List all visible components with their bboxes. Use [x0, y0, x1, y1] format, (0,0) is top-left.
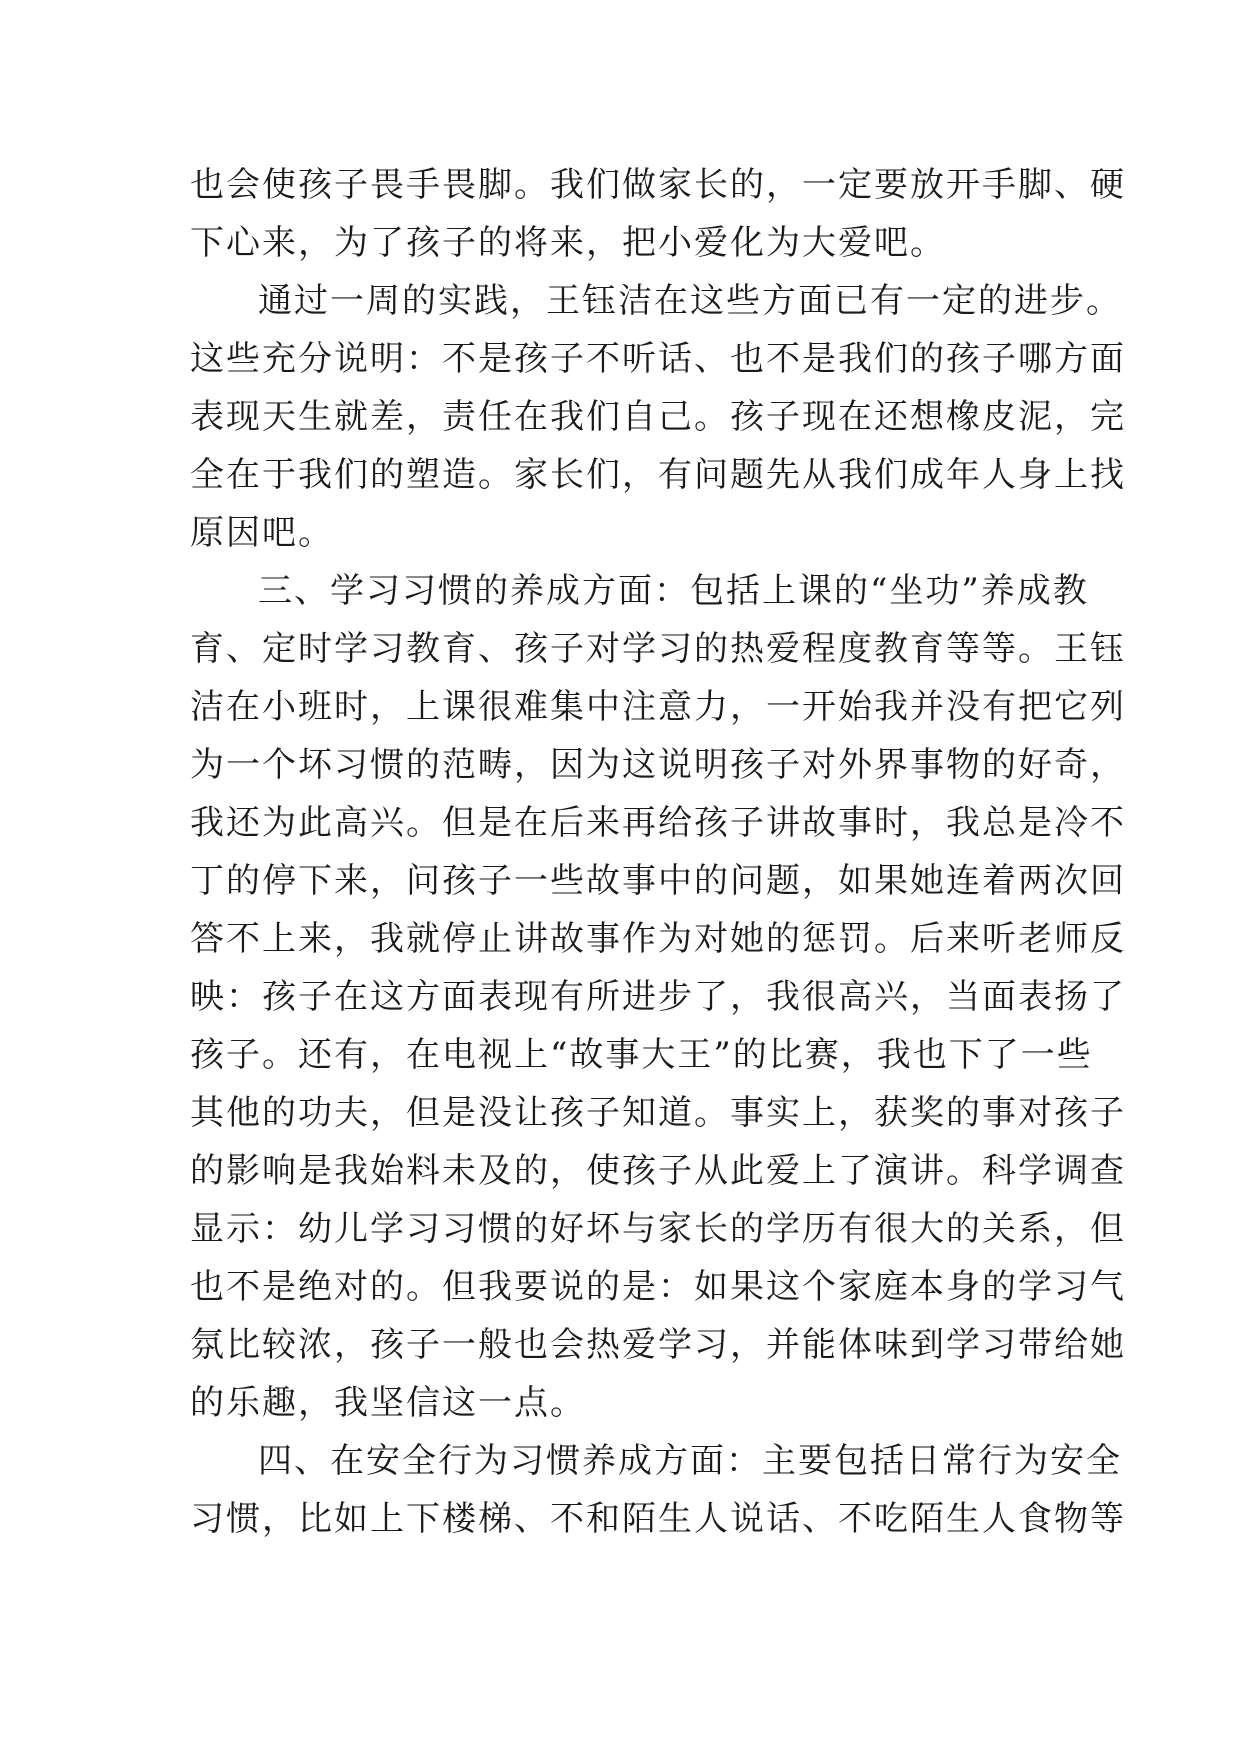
text-line: 下心来，为了孩子的将来，把小爱化为大爱吧。 [190, 223, 946, 263]
text-line: 也不是绝对的。但我要说的是：如果这个家庭本身的学习气 [190, 1267, 1126, 1307]
paragraph-1 [190, 156, 1126, 272]
text-line: 答不上来，我就停止讲故事作为对她的惩罚。后来听老师反 [190, 919, 1126, 959]
text-line: 育、定时学习教育、孩子对学习的热爱程度教育等等。王钰 [190, 629, 1126, 669]
text-line: 为一个坏习惯的范畴，因为这说明孩子对外界事物的好奇， [190, 745, 1126, 785]
text-line: 这些充分说明：不是孩子不听话、也不是我们的孩子哪方面 [190, 339, 1126, 379]
text-line: 通过一周的实践，王钰洁在这些方面已有一定的进步。 [258, 281, 1122, 321]
text-line: 表现天生就差，责任在我们自己。孩子现在还想橡皮泥，完 [190, 397, 1126, 437]
text-line: 我还为此高兴。但是在后来再给孩子讲故事时，我总是冷不 [190, 803, 1126, 843]
paragraph-3 [190, 562, 1126, 1432]
text-line: 原因吧。 [190, 513, 334, 553]
text-line: 的乐趣，我坚信这一点。 [190, 1383, 586, 1423]
text-line: 三、学习习惯的养成方面：包括上课的“坐功”养成教 [258, 571, 1089, 611]
text-line: 其他的功夫，但是没让孩子知道。事实上，获奖的事对孩子 [190, 1093, 1126, 1133]
text-line: 的影响是我始料未及的，使孩子从此爱上了演讲。科学调查 [190, 1151, 1126, 1191]
paragraph-2 [190, 272, 1126, 562]
text-line: 洁在小班时，上课很难集中注意力，一开始我并没有把它列 [190, 687, 1126, 727]
text-line: 四、在安全行为习惯养成方面：主要包括日常行为安全 [258, 1441, 1122, 1481]
text-line: 习惯，比如上下楼梯、不和陌生人说话、不吃陌生人食物等 [190, 1499, 1126, 1539]
text-line: 映：孩子在这方面表现有所进步了，我很高兴，当面表扬了 [190, 977, 1126, 1017]
text-line: 显示：幼儿学习习惯的好坏与家长的学历有很大的关系，但 [190, 1209, 1126, 1249]
text-line: 氛比较浓，孩子一般也会热爱学习，并能体味到学习带给她 [190, 1325, 1126, 1365]
paragraph-4 [190, 1432, 1126, 1548]
text-line: 丁的停下来，问孩子一些故事中的问题，如果她连着两次回 [190, 861, 1126, 901]
text-line: 也会使孩子畏手畏脚。我们做家长的，一定要放开手脚、硬 [190, 165, 1126, 205]
document-body [190, 156, 1126, 1548]
text-line: 全在于我们的塑造。家长们，有问题先从我们成年人身上找 [190, 455, 1126, 495]
text-line: 孩子。还有，在电视上“故事大王”的比赛，我也下了一些 [190, 1035, 1093, 1075]
